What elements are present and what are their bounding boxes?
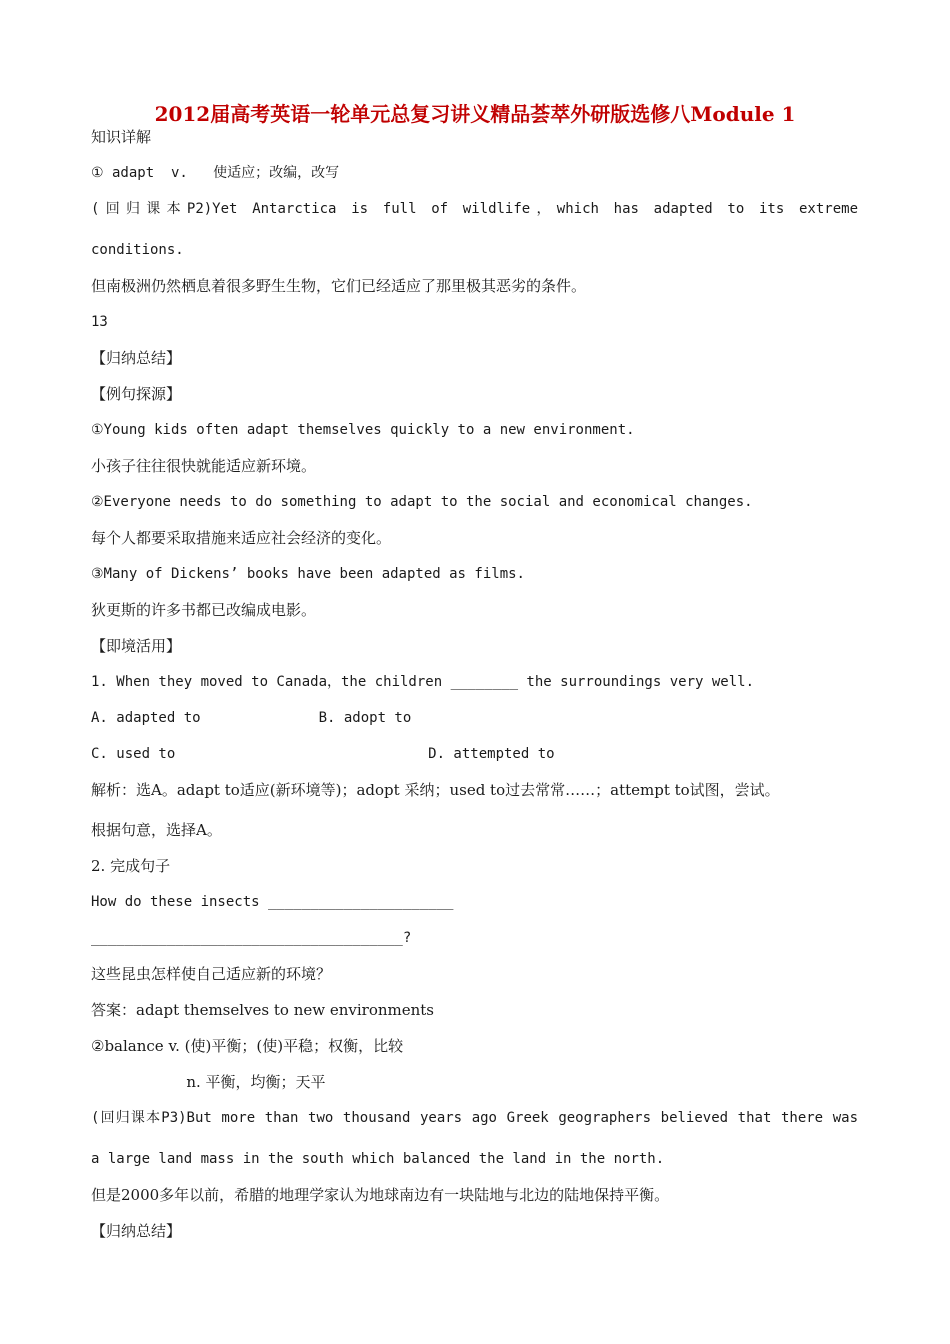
section-label: 【归纳总结】	[91, 349, 182, 367]
example-sentence: ③Many of Dickens’ books have been adapted as films.	[91, 566, 525, 582]
exercise-explanation: 解析：选A。adapt to适应(新环境等)；adopt 采纳；used to过去常常……；attempt to试图，尝试。	[91, 781, 780, 799]
example-sentence: ①Young kids often adapt themselves quickly to a new environment.	[91, 422, 635, 438]
translation: 小孩子往往很快就能适应新环境。	[91, 457, 317, 475]
textbook-quote-cont: a large land mass in the south which balanced the land in the north.	[91, 1151, 665, 1167]
section-heading: 知识详解	[91, 128, 152, 146]
exercise-question: 2. 完成句子	[91, 857, 171, 875]
exercise-explanation-cont: 根据句意，选择A。	[91, 821, 222, 839]
translation: 狄更斯的许多书都已改编成电影。	[91, 601, 317, 619]
exercise-options: A. adapted to B. adopt to	[91, 710, 412, 726]
section-label: 【例句探源】	[91, 385, 182, 403]
translation: 但南极洲仍然栖息着很多野生生物，它们已经适应了那里极其恶劣的条件。	[91, 277, 587, 295]
page-title: 2012届高考英语一轮单元总复习讲义精品荟萃外研版选修八Module 1	[154, 102, 796, 126]
vocab-entry: ②balance v. (使)平衡；(使)平稳；权衡，比较	[91, 1037, 404, 1055]
section-label: 【即境活用】	[91, 637, 182, 655]
textbook-quote: (回归课本P2)Yet Antarctica is full of wildlife，which has adapted to its extreme	[91, 201, 858, 217]
fill-in-line: How do these insects ______________________	[91, 894, 454, 910]
textbook-quote: (回归课本P3)But more than two thousand years ago Greek geographers believed that there was	[91, 1110, 858, 1126]
translation: 但是2000多年以前，希腊的地理学家认为地球南边有一块陆地与北边的陆地保持平衡。	[91, 1186, 670, 1204]
translation: 每个人都要采取措施来适应社会经济的变化。	[91, 529, 392, 547]
page-number: 13	[91, 314, 108, 330]
fill-in-line: _____________________________________?	[91, 930, 412, 946]
exercise-options: C. used to D. attempted to	[91, 746, 555, 762]
exercise-question: 1. When they moved to Canada，the children ________ the surroundings very well.	[91, 674, 755, 690]
section-label: 【归纳总结】	[91, 1222, 182, 1240]
vocab-entry-noun: n. 平衡，均衡；天平	[91, 1073, 326, 1091]
vocab-entry: ① adapt v. 使适应；改编，改写	[91, 165, 340, 181]
textbook-quote-cont: conditions.	[91, 242, 184, 258]
example-sentence: ②Everyone needs to do something to adapt to the social and economical changes.	[91, 494, 753, 510]
translation: 这些昆虫怎样使自己适应新的环境？	[91, 965, 332, 983]
answer-line: 答案：adapt themselves to new environments	[91, 1001, 434, 1019]
